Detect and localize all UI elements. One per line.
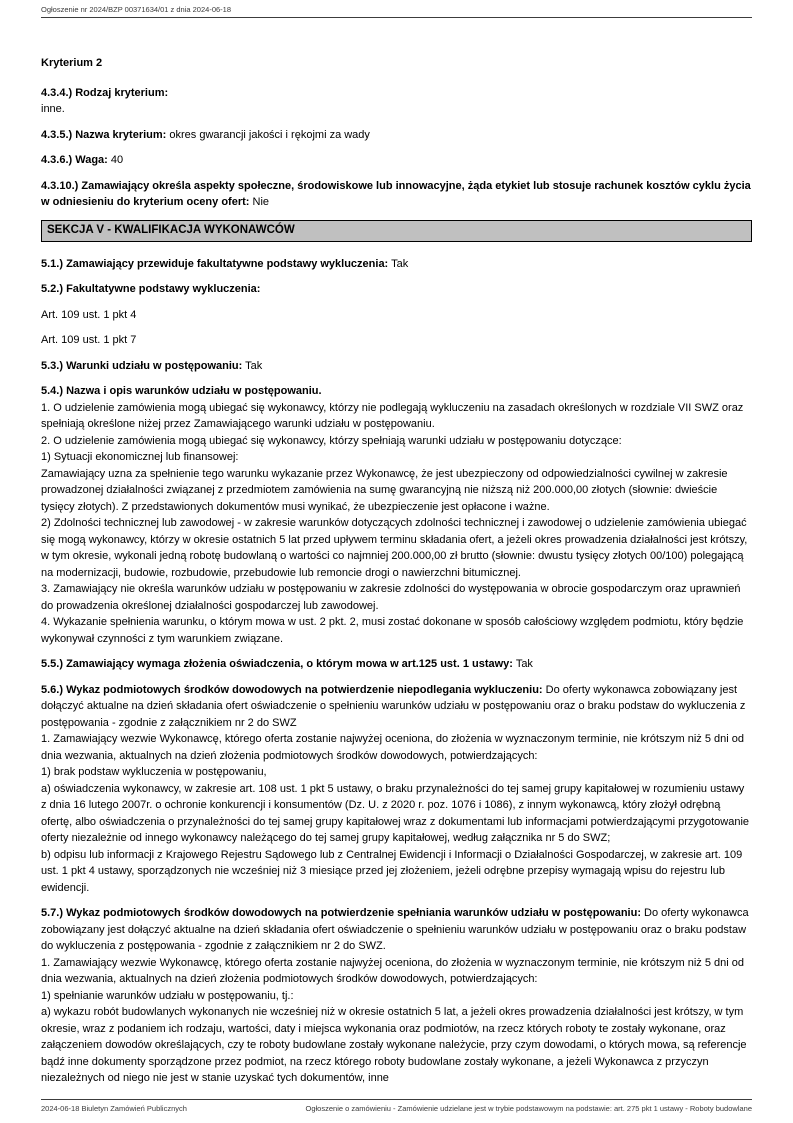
- field-5-4-label: [41, 383, 752, 400]
- field-value: Tak: [391, 257, 409, 270]
- field-5-2: [41, 281, 752, 298]
- text-line: 2) Zdolności technicznej lub zawodowej - w zakresie warunków dotyczących zdolności technicznej i zawodowej o udzielenie zamówienia ubiegać się mogą wykonawcy, którzy w okresie ostatnich 5 lat przed upływem terminu składania ofert, a jeżeli okres prowadzenia działalności jest krótszy, w tym okresie, wykonali jedną robotę budowlaną o wartości co najmniej 200.000,00 zł brutto (słownie: dwustu tysięcy złotych 00/100) polegającą na modernizacji, budowie, rozbudowie, przebudowie lub remoncie drogi o nawierzchni bitumicznej.: [41, 517, 748, 579]
- field-5-4: [41, 383, 752, 647]
- field-4-3-4-value: inne.: [41, 103, 65, 115]
- field-value: okres gwarancji jakości i rękojmi za wady: [169, 128, 370, 141]
- field-label: 5.5.) Zamawiający wymaga złożenia oświadczenia, o którym mowa w art.125 ust. 1 ustawy:: [41, 658, 513, 670]
- field-label: 4.3.10.) Zamawiający określa aspekty społeczne, środowiskowe lub innowacyjne, żąda etykiet lub stosuje rachunek kosztów cyklu życia w odniesieniu do kryterium oceny ofert:: [41, 179, 751, 208]
- field-value: Do oferty wykonawca zobowiązany jest dołączyć aktualne na dzień składania ofert oświadczenie o spełnieniu warunków udziału w postępowaniu oraz o braku podstaw do wykluczenia z postępowania - zgodnie z załącznikiem nr 2 do SWZ.: [41, 907, 749, 952]
- field-5-7-body: [41, 955, 752, 1087]
- field-label: 5.6.) Wykaz podmiotowych środków dowodowych na potwierdzenie niepodlegania wykluczeniu:: [41, 683, 543, 696]
- field-5-4-body: [41, 400, 752, 648]
- footer-left-text: 2024-06-18 Biuletyn Zamówień Publicznych: [41, 1104, 187, 1113]
- field-5-6-body: [41, 731, 752, 896]
- field-5-1: [41, 256, 752, 273]
- field-label: 5.2.) Fakultatywne podstawy wykluczenia:: [41, 283, 261, 295]
- field-4-3-6: [41, 152, 752, 169]
- document-body: [41, 55, 752, 1096]
- field-label: 5.4.) Nazwa i opis warunków udziału w postępowaniu.: [41, 385, 322, 397]
- field-value: Do oferty wykonawca zobowiązany jest dołączyć aktualne na dzień składania ofert oświadczenie o spełnieniu warunków udziału w postępowaniu oraz o braku podstaw do wykluczenia z postępowania - zgodnie z załącznikiem nr 2 do SWZ: [41, 683, 746, 729]
- text-line: 1) brak podstaw wykluczenia w postępowaniu,: [41, 766, 267, 778]
- text-line: 3. Zamawiający nie określa warunków udziału w postępowaniu w zakresie zdolności do występowania w obrocie gospodarczym oraz uprawnień do prowadzenia określonej działalności gospodarczej lub zawodowej.: [41, 583, 741, 612]
- text-line: Zamawiający uzna za spełnienie tego warunku wykazanie przez Wykonawcę, że jest ubezpieczony od odpowiedzialności cywilnej w zakresie prowadzonej działalności związanej z przedmiotem zamówienia na sumę gwarancyjną nie niższą niż 200.000,00 złotych (słownie: dwieście tysięcy złotych). Z przedstawionych dokumentów musi wynikać, że ubezpieczenie jest opłacone i ważne.: [41, 467, 728, 513]
- field-value: Tak: [515, 658, 533, 670]
- field-5-6-intro: [41, 682, 752, 732]
- page-footer: [41, 1099, 752, 1113]
- field-4-3-4: [41, 85, 752, 118]
- header-divider: [41, 17, 752, 18]
- field-label: 5.7.) Wykaz podmiotowych środków dowodowych na potwierdzenie spełniania warunków udziału w postępowaniu:: [41, 907, 641, 919]
- footer-right-text: Ogłoszenie o zamówieniu - Zamówienie udzielane jest w trybie podstawowym na podstawie: art. 275 pkt 1 ustawy - Roboty budowlane: [305, 1104, 752, 1113]
- field-5-7: [41, 905, 752, 1087]
- field-5-6: [41, 682, 752, 897]
- footer-row: [41, 1100, 752, 1113]
- field-label: 4.3.6.) Waga:: [41, 154, 108, 166]
- text-line: a) wykazu robót budowlanych wykonanych nie wcześniej niż w okresie ostatnich 5 lat, a jeżeli okres prowadzenia działalności jest krótszy, w tym okresie, wraz z podaniem ich rodzaju, wartości, daty i miejsca wykonania oraz podmiotów, na rzecz których roboty te zostały wykonane, oraz załączeniem dowodów określających, czy te roboty budowlane zostały wykonane należycie, przy czym dowodami, o których mowa, są referencje bądź inne dokumenty sporządzone przez podmiot, na rzecz którego roboty budowlane zostały wykonane, a jeżeli Wykonawca z przyczyn niezależnych od niego nie jest w stanie uzyskać tych dokumentów, inne: [41, 1006, 747, 1084]
- text-line: 1. O udzielenie zamówienia mogą ubiegać się wykonawcy, którzy nie podlegają wykluczeniu na zasadach określonych w rozdziale VII SWZ oraz spełniają określone niżej przez Zamawiającego warunki udziału w postępowaniu.: [41, 401, 744, 430]
- section-v-header-bar: SEKCJA V - KWALIFIKACJA WYKONAWCÓW: [41, 220, 752, 242]
- notice-reference: Ogłoszenie nr 2024/BZP 00371634/01 z dnia 2024-06-18: [41, 5, 232, 14]
- text-line: 4. Wykazanie spełnienia warunku, o którym mowa w ust. 2 pkt. 2, musi zostać dokonane w sposób całościowy względem podmiotu, który będzie wykonywał czynności z tym warunkiem związane.: [41, 616, 744, 645]
- criterion-2-title: Kryterium 2: [41, 57, 103, 69]
- page-header: [41, 3, 752, 18]
- field-label: 5.1.) Zamawiający przewiduje fakultatywne podstawy wykluczenia:: [41, 257, 389, 270]
- field-4-3-4-label: [41, 85, 752, 102]
- text-line: a) oświadczenia wykonawcy, w zakresie art. 108 ust. 1 pkt 5 ustawy, o braku przynależności do tej samej grupy kapitałowej w rozumieniu ustawy z dnia 16 lutego 2007r. o ochronie konkurencji i konsumentów (Dz. U. z 2020 r. poz. 1076 i 1086), z innym wykonawcą, który złożył odrębną ofertę, albo oświadczenia o przynależności do tej samej grupy kapitałowej wraz z dokumentami lub informacjami potwierdzającymi przygotowanie oferty niezależnie od innego wykonawcy należącego do tej samej grupy kapitałowej, według załącznika nr 5 do SWZ;: [41, 782, 750, 844]
- text-line: 2. O udzielenie zamówienia mogą ubiegać się wykonawcy, którzy spełniają warunki udziału w postępowaniu dotyczące:: [41, 434, 622, 447]
- text-line: 1) spełnianie warunków udziału w postępowaniu, tj.:: [41, 989, 294, 1002]
- text-line: 1. Zamawiający wezwie Wykonawcę, którego oferta zostanie najwyżej oceniona, do złożenia w wyznaczonym terminie, nie krótszym niż 5 dni od dnia wezwania, aktualnych na dzień złożenia podmiotowych środków dowodowych, potwierdzających:: [41, 956, 744, 985]
- field-5-3: [41, 358, 752, 375]
- field-label: 5.3.) Warunki udziału w postępowaniu:: [41, 359, 243, 372]
- field-4-3-5: [41, 127, 752, 144]
- field-value: Nie: [252, 196, 270, 208]
- text-line: 1. Zamawiający wezwie Wykonawcę, którego oferta zostanie najwyżej oceniona, do złożenia w wyznaczonym terminie, nie krótszym niż 5 dni od dnia wezwania, aktualnych na dzień złożenia podmiotowych środków dowodowych, potwierdzających:: [41, 733, 744, 762]
- field-label: 4.3.5.) Nazwa kryterium:: [41, 128, 167, 141]
- field-5-5: [41, 656, 752, 673]
- exclusion-basis-item: Art. 109 ust. 1 pkt 4: [41, 308, 137, 321]
- exclusion-basis-item: Art. 109 ust. 1 pkt 7: [41, 334, 137, 346]
- field-5-7-intro: [41, 905, 752, 955]
- field-4-3-10: [41, 178, 752, 211]
- field-value: Tak: [245, 359, 263, 372]
- text-line: b) odpisu lub informacji z Krajowego Rejestru Sądowego lub z Centralnej Ewidencji i Informacji o Działalności Gospodarczej, w zakresie art. 109 ust. 1 pkt 4 ustawy, sporządzonych nie wcześniej niż 3 miesiące przed jej złożeniem, jeżeli odrębne przepisy wymagają wpisu do rejestru lub ewidencji.: [41, 848, 743, 894]
- field-label: 4.3.4.) Rodzaj kryterium:: [41, 86, 169, 99]
- text-line: 1) Sytuacji ekonomicznej lub finansowej:: [41, 451, 239, 463]
- field-value: 40: [110, 154, 124, 166]
